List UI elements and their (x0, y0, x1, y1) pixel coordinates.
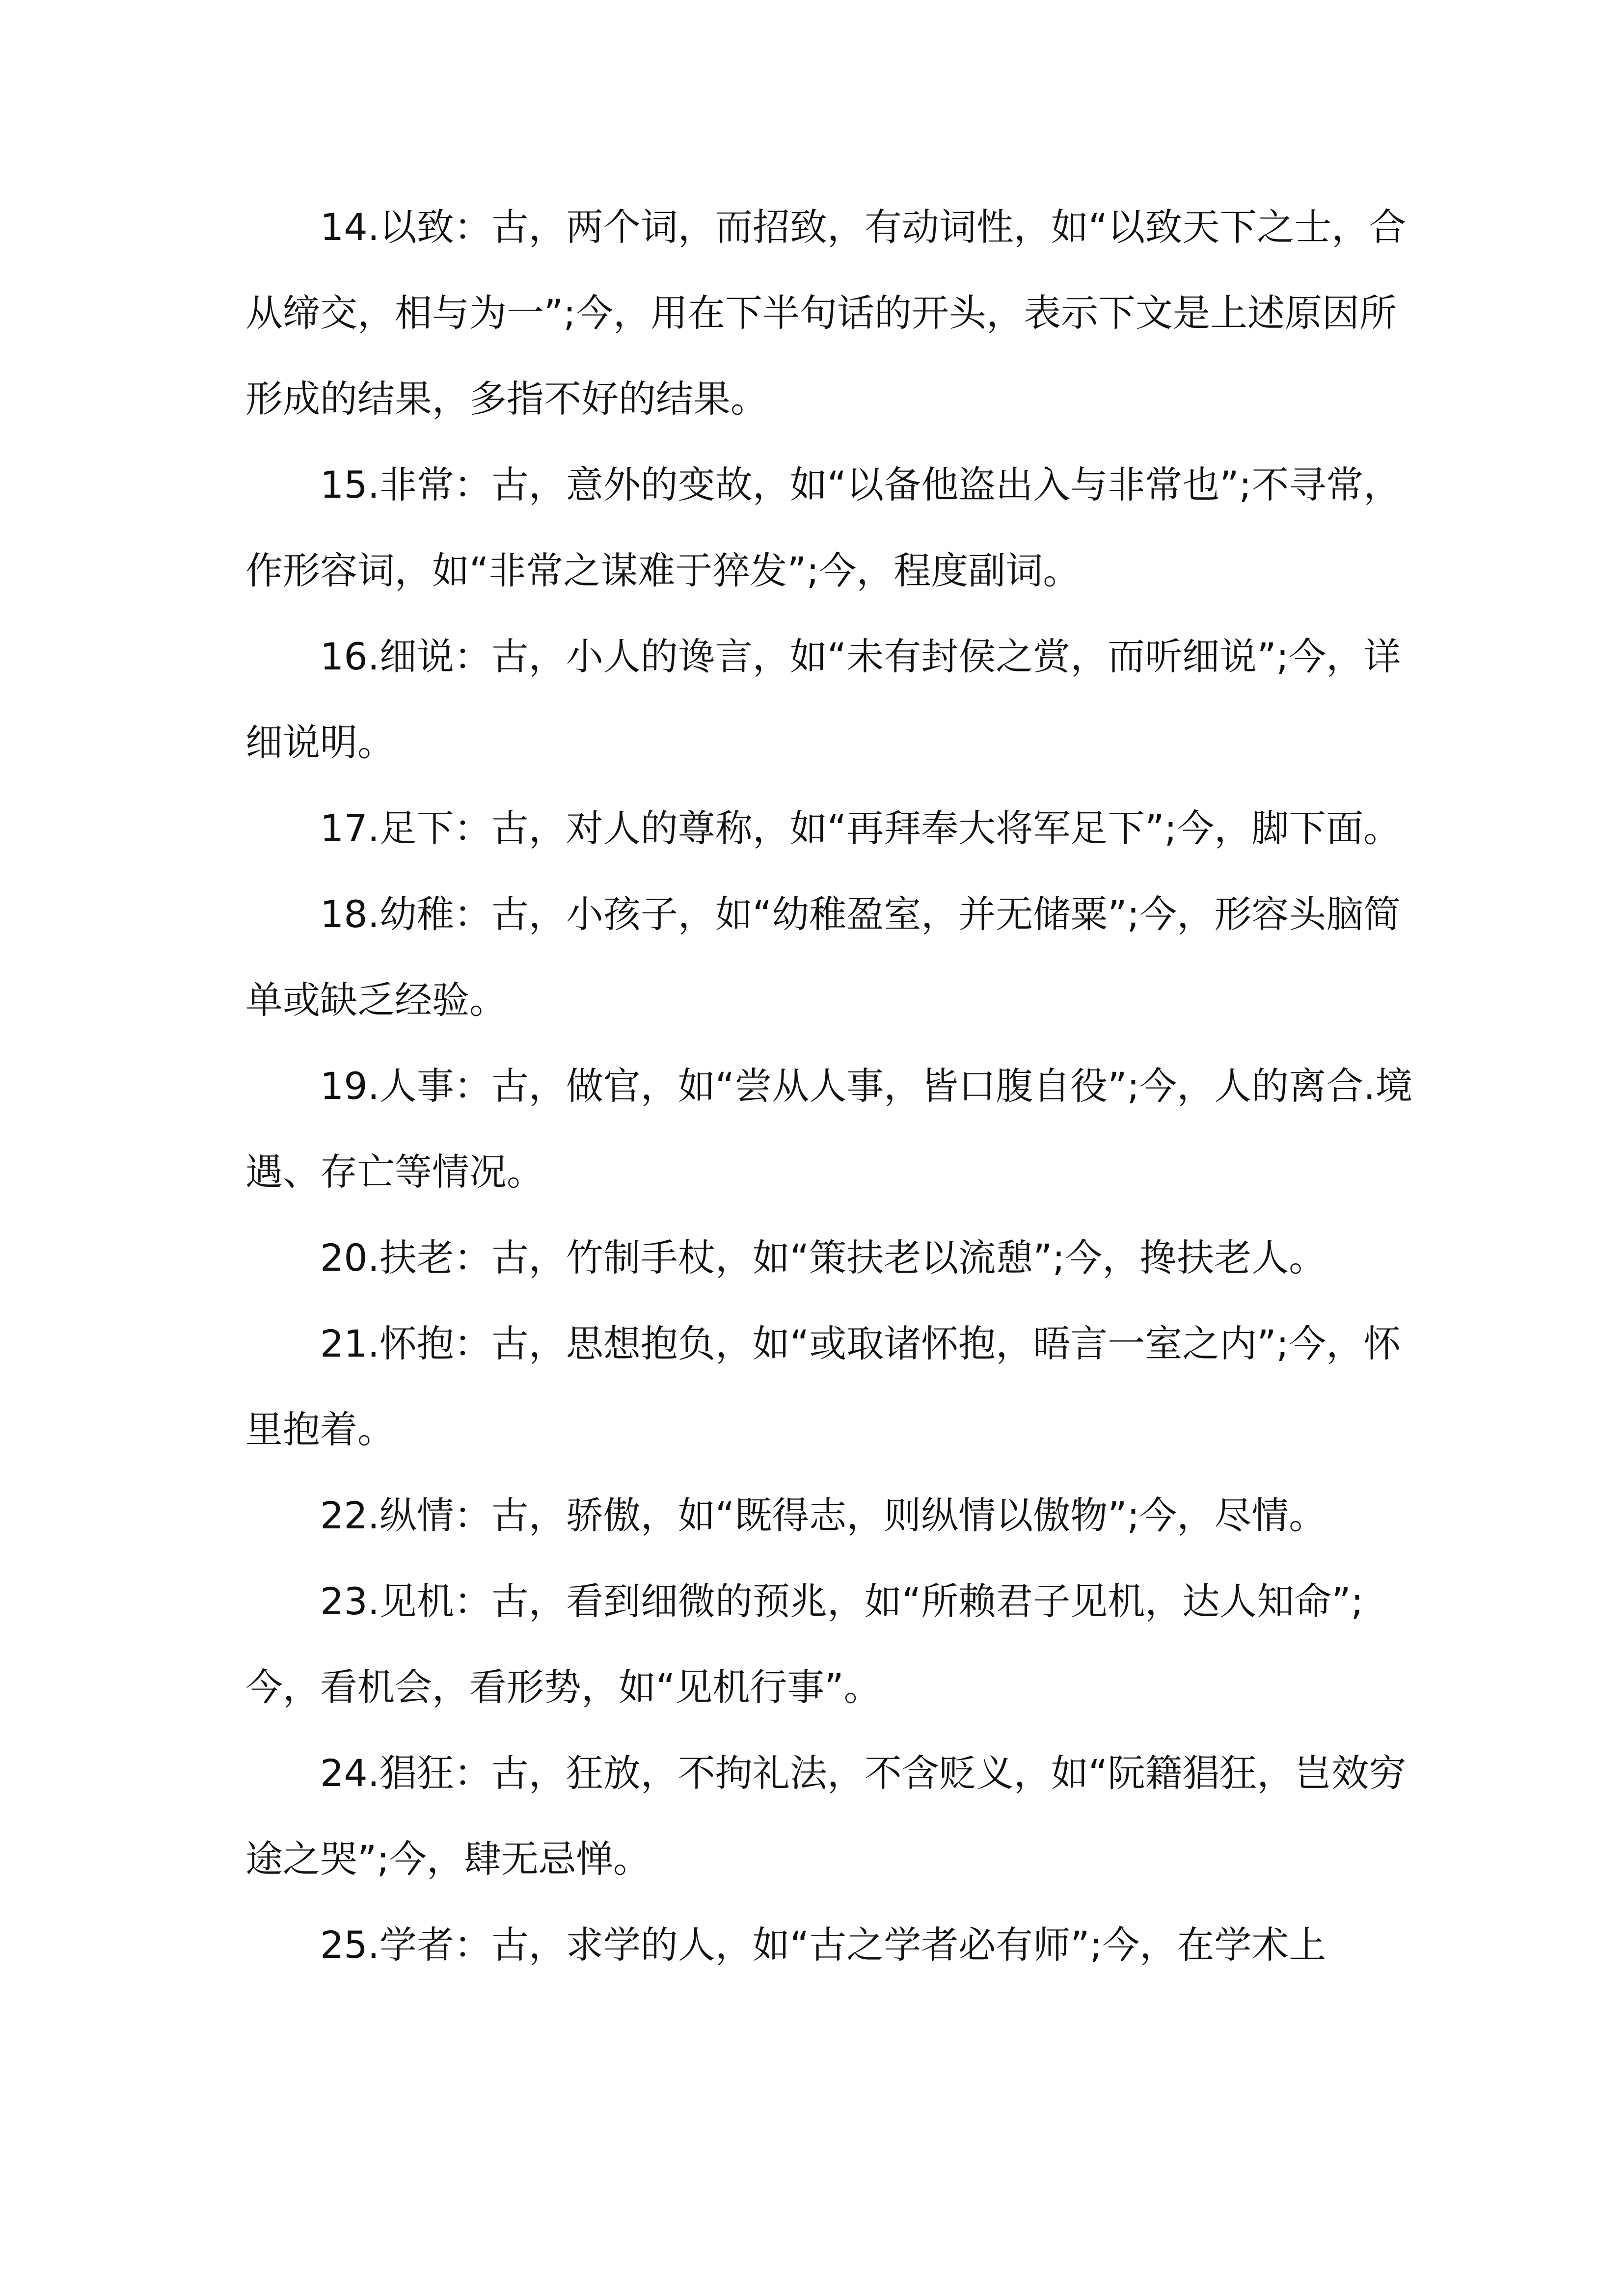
entry-16: 16.细说：古，小人的谗言，如“未有封侯之赏，而听细说”;今，详细说明。 (245, 635, 1401, 764)
entry-19: 19.人事：古，做官，如“尝从人事，皆口腹自役”;今，人的离合.境遇、存亡等情况。 (245, 1064, 1413, 1194)
entry-23: 23.见机：古，看到细微的预兆，如“所赖君子见机，达人知命”;今，看机会，看形势，如“见机行事”。 (245, 1579, 1364, 1709)
entry-24: 24.猖狂：古，狂放，不拘礼法，不含贬义，如“阮籍猖狂，岂效穷途之哭”;今，肆无忌惮。 (245, 1751, 1407, 1881)
document-body (245, 184, 1424, 1988)
entry-20: 20.扶老：古，竹制手杖，如“策扶老以流憩”;今，搀扶老人。 (320, 1236, 1326, 1280)
entry-25: 25.学者：古，求学的人，如“古之学者必有师”;今，在学术上 (320, 1923, 1326, 1967)
entry-22: 22.纵情：古，骄傲，如“既得志，则纵情以傲物”;今，尽情。 (320, 1494, 1326, 1537)
entry-17: 17.足下：古，对人的尊称，如“再拜奉大将军足下”;今，脚下面。 (320, 806, 1401, 850)
entry-18: 18.幼稚：古，小孩子，如“幼稚盈室，并无储粟”;今，形容头脑简单或缺乏经验。 (245, 892, 1401, 1022)
entry-14: 14.以致：古，两个词，而招致，有动词性，如“以致天下之士，合从缔交，相与为一”;今，用在下半句话的开头，表示下文是上述原因所形成的结果，多指不好的结果。 (245, 205, 1407, 421)
entry-21: 21.怀抱：古，思想抱负，如“或取诸怀抱，晤言一室之内”;今，怀里抱着。 (245, 1322, 1401, 1451)
entry-15: 15.非常：古，意外的变故，如“以备他盗出入与非常也”;不寻常，作形容词，如“非常之谋难于猝发”;今，程度副词。 (245, 463, 1401, 592)
